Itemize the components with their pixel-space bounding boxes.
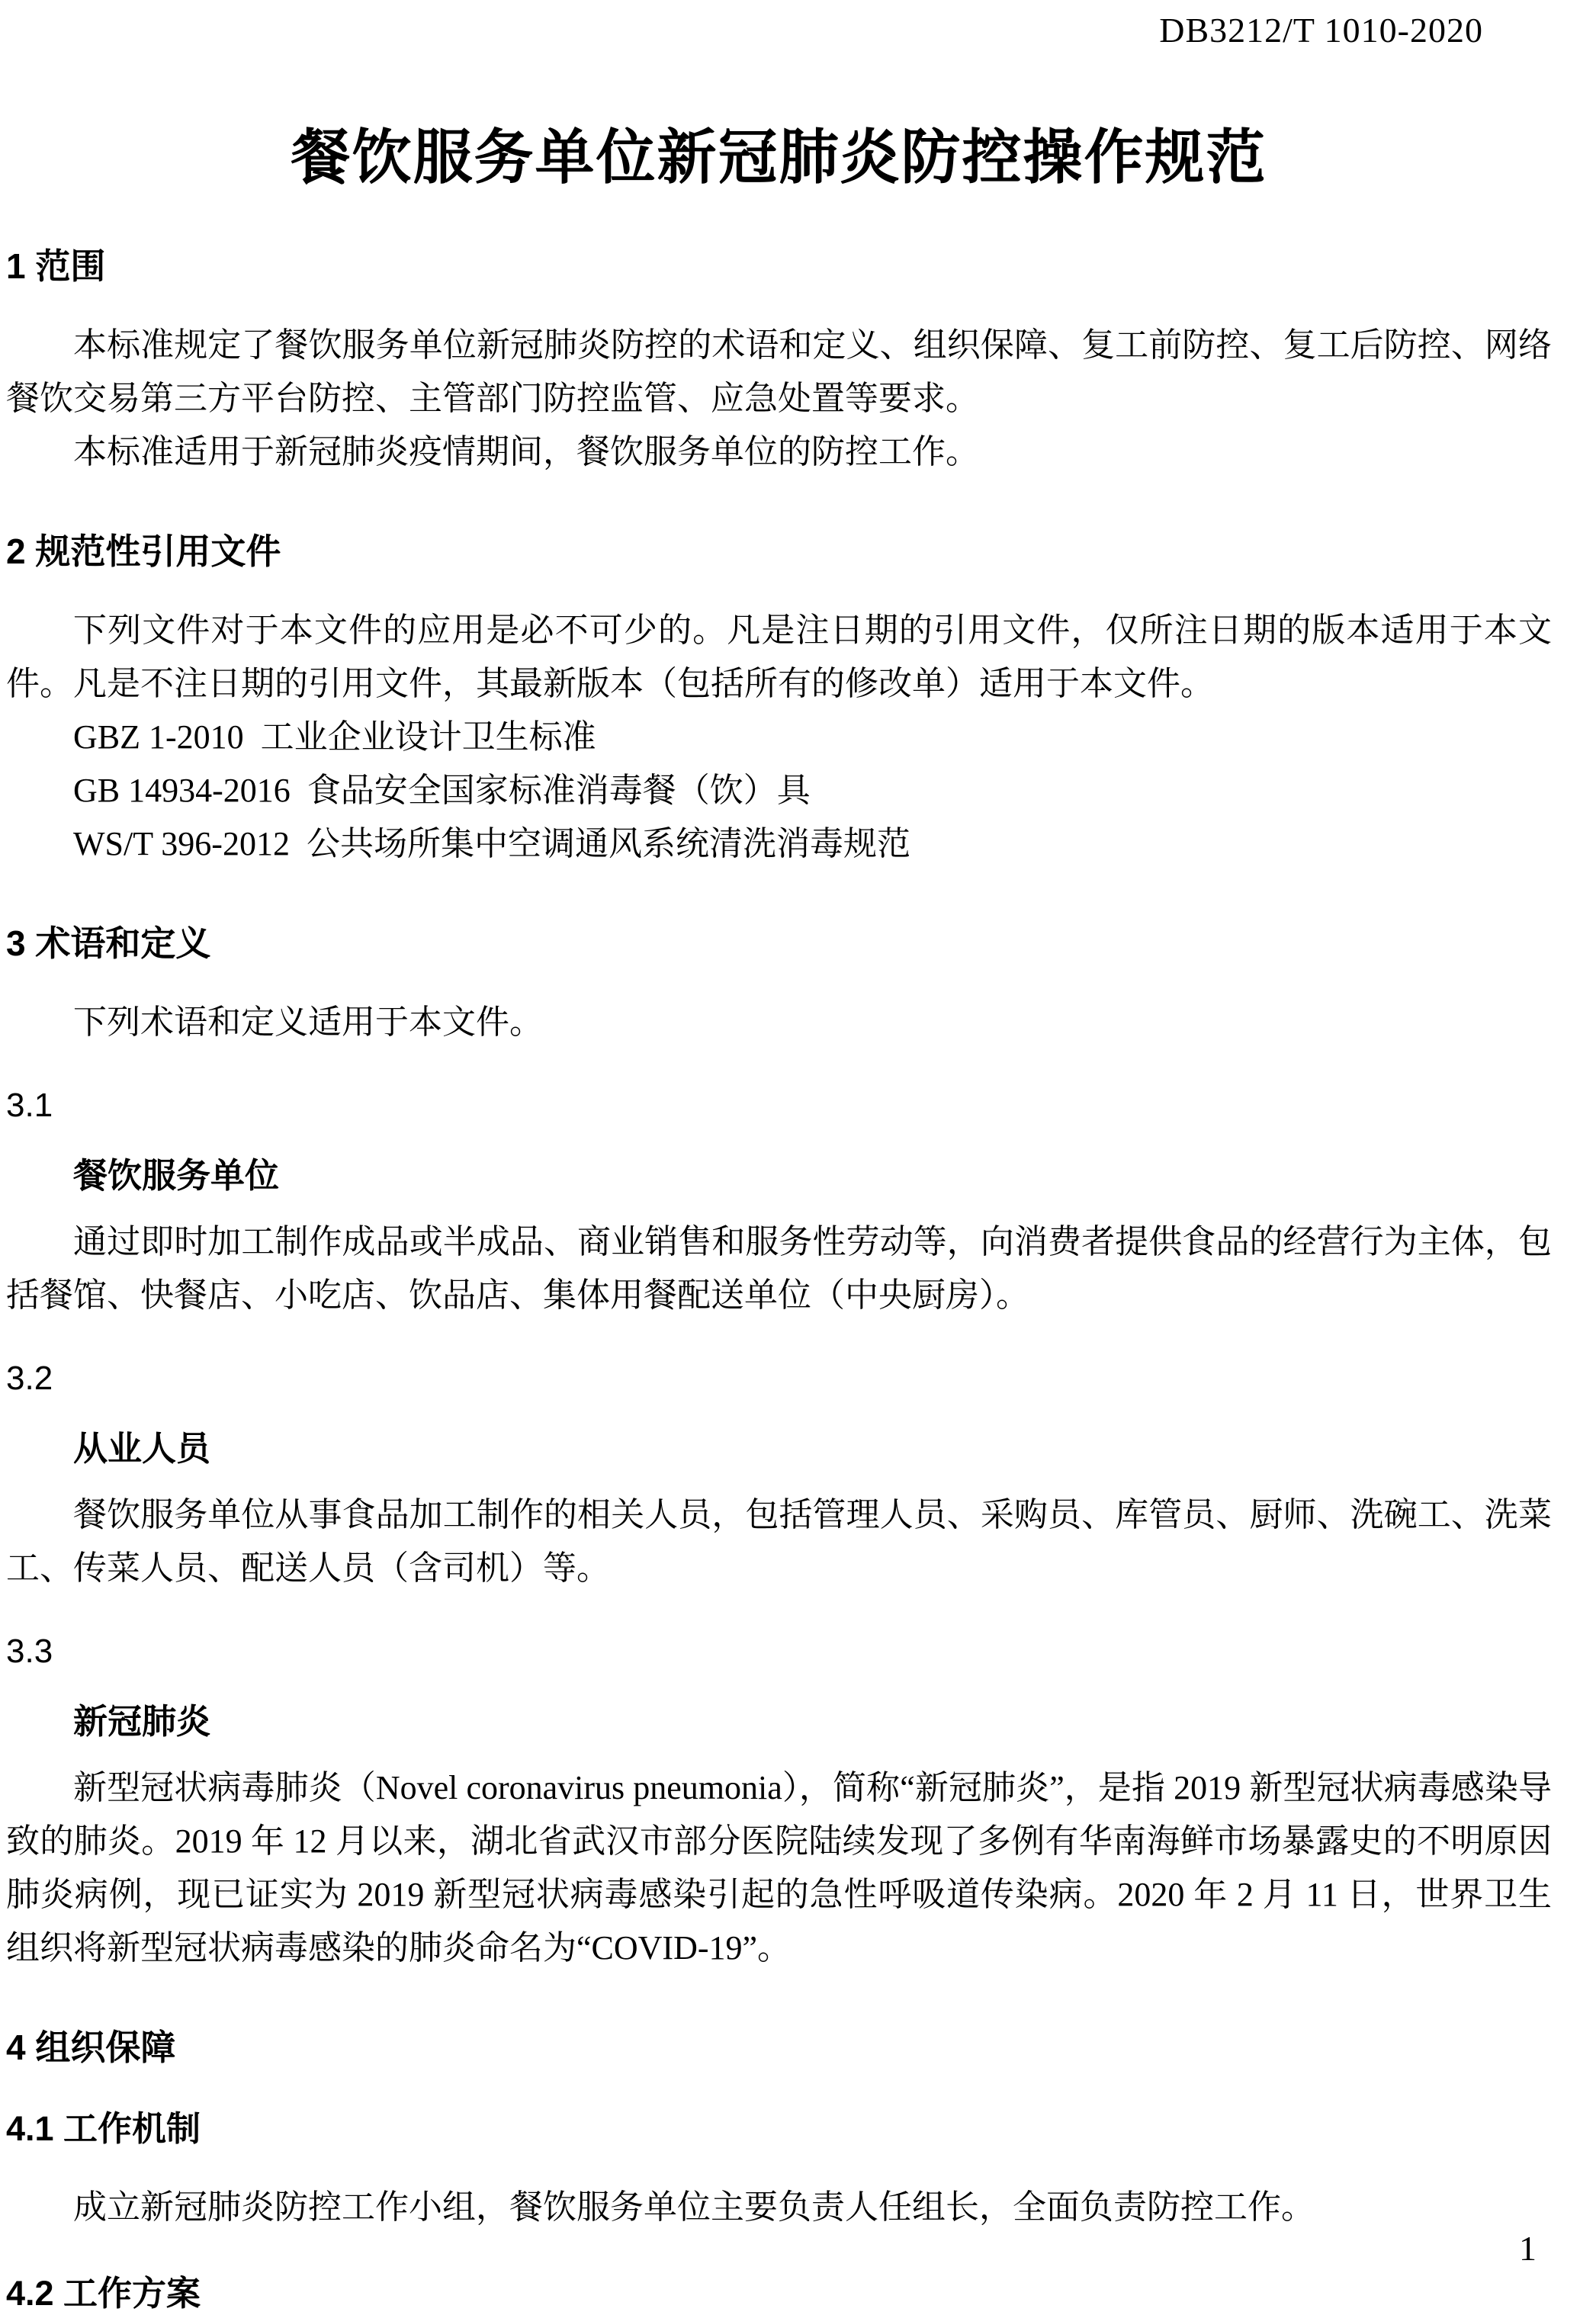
paragraph: 新型冠状病毒肺炎（Novel coronavirus pneumonia），简称“新冠肺炎”，是指 2019 新型冠状病毒感染导致的肺炎。2019 年 12 月以来，湖北省武汉市部分医院陆续发现了多例有华南海鲜市场暴露史的不明原因肺炎病例，现已证实为 2019 新型冠状病毒感染引起的急性呼吸道传染病。2020 年 2 月 11 日，世界卫生组织将新型冠状病毒感染的肺炎命名为“COVID-19”。 [6, 1769, 1552, 1967]
page-number: 1 [1519, 2229, 1537, 2268]
reference-entry: GBZ 1-2010 工业企业设计卫生标准 [73, 718, 596, 756]
term-heading: 从业人员 [73, 1429, 211, 1468]
term-heading: 餐饮服务单位 [73, 1156, 280, 1195]
paragraph: 餐饮服务单位从事食品加工制作的相关人员，包括管理人员、采购员、库管员、厨师、洗碗工、洗菜工、传菜人员、配送人员（含司机）等。 [6, 1496, 1552, 1587]
document-body [6, 244, 1552, 2315]
section-heading: 3 术语和定义 [6, 923, 211, 963]
paragraph: 下列术语和定义适用于本文件。 [73, 1003, 543, 1041]
section-heading: 1 范围 [6, 246, 106, 286]
paragraph: 本标准适用于新冠肺炎疫情期间，餐饮服务单位的防控工作。 [73, 433, 979, 470]
paragraph: 成立新冠肺炎防控工作小组，餐饮服务单位主要负责人任组长，全面负责防控工作。 [73, 2188, 1315, 2226]
paragraph: 通过即时加工制作成品或半成品、商业销售和服务性劳动等，向消费者提供食品的经营行为主体，包括餐馆、快餐店、小吃店、饮品店、集体用餐配送单位（中央厨房）。 [6, 1223, 1552, 1314]
clause-number: 3.1 [6, 1087, 53, 1124]
term-heading: 新冠肺炎 [73, 1702, 211, 1741]
subclause-heading: 4.2 工作方案 [6, 2274, 201, 2313]
subclause-heading: 4.1 工作机制 [6, 2109, 201, 2148]
paragraph: 本标准规定了餐饮服务单位新冠肺炎防控的术语和定义、组织保障、复工前防控、复工后防控、网络餐饮交易第三方平台防控、主管部门防控监管、应急处置等要求。 [6, 326, 1552, 417]
clause-number: 3.2 [6, 1360, 53, 1397]
reference-entry: WS/T 396-2012 公共场所集中空调通风系统清洗消毒规范 [73, 825, 910, 862]
document-title: 餐饮服务单位新冠肺炎防控操作规范 [291, 124, 1267, 191]
clause-number: 3.3 [6, 1633, 53, 1670]
section-heading: 2 规范性引用文件 [6, 531, 281, 571]
paragraph: 下列文件对于本文件的应用是必不可少的。凡是注日期的引用文件，仅所注日期的版本适用于本文件。凡是不注日期的引用文件，其最新版本（包括所有的修改单）适用于本文件。 [6, 612, 1552, 702]
reference-entry: GB 14934-2016 食品安全国家标准消毒餐（饮）具 [73, 772, 811, 809]
standard-number: DB3212/T 1010-2020 [1159, 11, 1483, 50]
section-heading: 4 组织保障 [6, 2028, 176, 2067]
